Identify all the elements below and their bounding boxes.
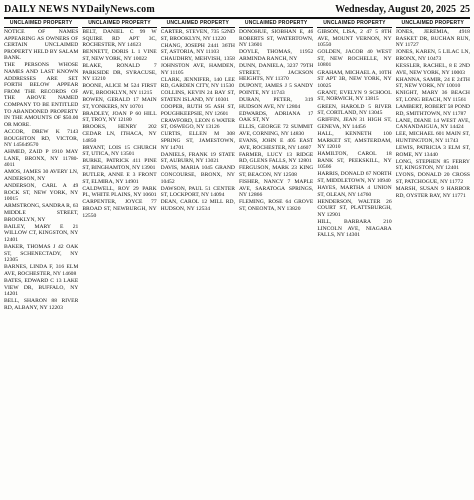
page-number: 25 xyxy=(460,4,470,15)
list-item: BOONE, ALICE M 524 FIRST AVE, BROOKLYN, NY 11215 xyxy=(82,83,157,96)
entry-list xyxy=(82,29,156,219)
publication-name: DAILY NEWS NYDailyNews.com xyxy=(4,4,155,15)
list-item: DONOHUE, SIOBHAN E, 46 ROBERTS ST, WATERTOWN, NY 13601 xyxy=(238,29,314,49)
list-item: DURAN, PETER, 319 HUDSON AVE, NY 12804 xyxy=(238,96,314,110)
list-item: KESSLER, RACHEL, 8 E 2ND AVE, NEW YORK, NY 10003 xyxy=(395,62,470,76)
column-heading: UNCLAIMED PROPERTY xyxy=(239,20,313,28)
notice-column xyxy=(82,20,156,500)
list-item: BELT, DANIEL C 99 W SQUIRE RD APT 3C, ROCHESTER, NY 14623 xyxy=(82,29,157,49)
list-item: HALL, KENNETH 100 MARKET ST, AMSTERDAM, NY 12010 xyxy=(317,130,392,151)
list-item: LEWIS, PATRICIA 3 ELM ST, ROME, NY 13440 xyxy=(395,145,470,158)
masthead-right xyxy=(335,4,470,15)
list-item: BARNES, LINDA F, 316 ELM AVE, ROCHESTER, NY 14608 xyxy=(4,264,79,277)
list-item: BAKER, THOMAS J 42 OAK ST, SCHENECTADY, NY 12305 xyxy=(4,244,79,264)
masthead-rule xyxy=(4,17,470,19)
list-item: ANDERSON, CARL A 49 ROCK ST, NEW YORK, NY 10015 xyxy=(4,183,79,203)
list-item: AMOS, JAMES 30 AVERY LN, ANDERSON, NY xyxy=(4,169,79,183)
list-item: BURKE, PATRICK 411 PINE ST, BINGHAMTON, NY 13901 xyxy=(82,158,157,171)
column-heading: UNCLAIMED PROPERTY xyxy=(4,20,78,28)
notice-column xyxy=(239,20,313,500)
issue-date: Wednesday, August 20, 2025 xyxy=(335,4,456,15)
list-item: CURTIS, ELLEN M 308 SPRING ST, JAMESTOWN, NY 14701 xyxy=(160,131,235,151)
list-item: THE PERSONS WHOSE NAMES AND LAST KNOWN ADDRESSES ARE SET FORTH BELOW APPEAR FROM THE RECORDS OF THE ABOVE NAMED COMPANY TO BE ENTITLED TO ABANDONED PROPERTY IN THE AMOUNTS OF $50.00 OR MORE. xyxy=(4,62,79,128)
list-item: KNIGHT, MARY 36 BEACH ST, LONG BEACH, NY 11561 xyxy=(395,90,470,103)
list-item: BRADLEY, JOAN P 60 HILL ST, TROY, NY 12180 xyxy=(82,110,157,124)
list-item: GRAHAM, MICHAEL A, 10TH ST APT 3B, NEW YORK, NY 10025 xyxy=(317,69,392,89)
list-item: BATES, EDWARD C 13 LAKE VIEW DR, BUFFALO, NY 14201 xyxy=(4,277,79,298)
list-item: HARRIS, DONALD 67 NORTH ST, MIDDLETOWN, NY 10940 xyxy=(317,171,392,185)
list-item: KHANNA, SAMIR, 24 E 24TH ST, NEW YORK, NY 10010 xyxy=(395,76,470,90)
list-item: CHAUDHRY, MEHVISH, 1358 JOHNSTON AVE, HAMDEN, NY 11105 xyxy=(160,56,235,76)
list-item: BOWEN, GERALD 17 MAIN ST, YONKERS, NY 10701 xyxy=(82,96,157,110)
list-item: LONG, STEPHEN 85 FERRY ST, KINGSTON, NY 12401 xyxy=(395,158,470,172)
entry-list xyxy=(4,29,78,311)
entry-list xyxy=(396,29,470,199)
notice-columns xyxy=(4,20,470,500)
list-item: CLARK, JENNIFER, 140 LEE RD, GARDEN CITY, NY 11530 xyxy=(160,76,235,90)
list-item: BROOKS, HENRY 202 CEDAR LN, ITHACA, NY 14850 xyxy=(82,124,157,144)
list-item: ARMSTRONG, SANDRA R, 63 MIDDLE STREET, BROOKLYN, NY xyxy=(4,203,79,223)
list-item: HENDERSON, WALTER 26 COURT ST, PLATTSBURGH, NY 12901 xyxy=(317,198,392,219)
entry-list xyxy=(317,29,391,239)
column-heading: UNCLAIMED PROPERTY xyxy=(396,20,470,28)
list-item: ELLIS, GEORGE 72 SUMMIT AVE, CORNING, NY 14830 xyxy=(238,124,314,137)
list-item: CRAWFORD, LEON 6 WATER ST, OSWEGO, NY 13126 xyxy=(160,117,235,131)
list-item: FLEMING, ROSE 64 GROVE ST, ONEONTA, NY 13820 xyxy=(238,199,314,212)
list-item: EDWARDS, ADRIANA 17 OAK ST, NY xyxy=(238,110,314,124)
list-item: GIBSON, LISA, 2 47 5 8TH AVE, MOUNT VERNON, NY 10550 xyxy=(317,29,392,49)
list-item: DAVIS, MARIA 1045 GRAND CONCOURSE, BRONX, NY 10452 xyxy=(160,165,235,185)
list-item: DUNN, DANIELA, 3237 79TH STREET, JACKSON HEIGHTS, NY 11370 xyxy=(238,62,314,83)
list-item: FARMER, LUCY 13 RIDGE RD, GLENS FALLS, NY 12801 xyxy=(238,151,314,165)
list-item: GREEN, HAROLD 5 RIVER ST, CORTLAND, NY 13045 xyxy=(317,103,392,117)
list-item: DEAN, CAROL 12 MILL RD, HUDSON, NY 12534 xyxy=(160,199,235,212)
list-item: BENNETT, DORIS L 1 VINE ST, NEW YORK, NY 10022 xyxy=(82,49,157,62)
list-item: BRYANT, LOIS 15 CHURCH ST, UTICA, NY 13501 xyxy=(82,144,157,158)
entry-list xyxy=(161,29,235,213)
list-item: CHANG, JOSEPH 2441 36TH ST, ASTORIA, NY 11103 xyxy=(160,42,235,56)
list-item: HILL, BARBARA 210 LINCOLN AVE, NIAGARA FALLS, NY 14301 xyxy=(317,219,392,239)
list-item: DANIELS, FRANK 19 STATE ST, AUBURN, NY 13021 xyxy=(160,151,235,165)
list-item: CARTER, STEVEN, 735 52ND ST, BROOKLYN, NY 11220 xyxy=(160,29,235,42)
masthead xyxy=(4,4,470,16)
column-heading: UNCLAIMED PROPERTY xyxy=(317,20,391,28)
list-item: ACCOR, DREW K 7143 BOUGHTON RD, VICTOR, NY 145649570 xyxy=(4,128,79,149)
list-item: BUTLER, ANNE E 3 FRONT ST, ELMIRA, NY 14901 xyxy=(82,171,157,185)
list-item: JONES, KAREN, 5 LILAC LN, BRONX, NY 10473 xyxy=(395,49,470,62)
list-item: GOLDEN, JACOB 40 WEST ST, NEW ROCHELLE, NY 10801 xyxy=(317,49,392,69)
list-item: AHMED, ZAID P 1910 MAY LANE, BRONX, NY 11780-4011 xyxy=(4,149,79,169)
list-item: HAMILTON, CAROL 18 BANK ST, PEEKSKILL, NY 10566 xyxy=(317,151,392,171)
list-item: DUPONT, JAMES J 5 SANDY POINTE, NY 11743 xyxy=(238,83,314,96)
list-item: CALDWELL, ROY 29 PARK PL, WHITE PLAINS, NY 10601 xyxy=(82,185,157,199)
list-item: MARSH, SUSAN 9 HARBOR RD, OYSTER BAY, NY 11771 xyxy=(395,186,470,199)
list-item: DOYLE, THOMAS, 11952 ARMINDA RANCH, NY xyxy=(238,49,314,62)
list-item: BELL, SHARON 88 RIVER RD, ALBANY, NY 12203 xyxy=(4,298,79,311)
notice-column xyxy=(396,20,470,500)
column-heading: UNCLAIMED PROPERTY xyxy=(161,20,235,28)
list-item: COLLINS, KEVIN 24 BAY ST, STATEN ISLAND, NY 10301 xyxy=(160,90,235,103)
list-item: LYONS, DONALD 20 CROSS ST, PATCHOGUE, NY 11772 xyxy=(395,172,470,186)
list-item: CARPENTER, JOYCE 77 BROAD ST, NEWBURGH, NY 12550 xyxy=(82,199,157,219)
notice-column xyxy=(4,20,78,500)
list-item: JONES, JEREMIA, 4918 BASKET DR, BUCHAN RUN, NY 11727 xyxy=(395,29,470,49)
entry-list xyxy=(239,29,313,213)
list-item: HAYES, MARTHA 4 UNION ST, OLEAN, NY 14760 xyxy=(317,185,392,198)
list-item: BLAKE, RONALD 7 PARKSIDE DR, SYRACUSE, NY 13210 xyxy=(82,62,157,83)
list-item: FISHER, NANCY 7 MAPLE AVE, SARATOGA SPRINGS, NY 12866 xyxy=(238,179,314,199)
list-item: LANE, DIANE 14 WEST AVE, CANANDAIGUA, NY 14424 xyxy=(395,117,470,131)
column-heading: UNCLAIMED PROPERTY xyxy=(82,20,156,28)
list-item: LEE, MICHAEL 601 MAIN ST, HUNTINGTON, NY 11743 xyxy=(395,131,470,144)
notice-column xyxy=(161,20,235,500)
list-item: FERGUSON, MARK 23 KING ST, BEACON, NY 12508 xyxy=(238,165,314,178)
list-item: COOPER, RUTH 95 ASH ST, POUGHKEEPSIE, NY 12601 xyxy=(160,104,235,117)
list-item: DAWSON, PAUL 51 CENTER ST, LOCKPORT, NY 14094 xyxy=(160,185,235,199)
list-item: LAMBERT, ROBERT 58 POND RD, SMITHTOWN, NY 11787 xyxy=(395,104,470,117)
list-item: BAILEY, MARY E 21 WILLOW CT, KINGSTON, NY 12401 xyxy=(4,223,79,243)
list-item: GRIFFIN, JEAN 31 HIGH ST, GENEVA, NY 14456 xyxy=(317,117,392,130)
list-item: EVANS, JOHN E 405 EAST AVE, ROCHESTER, NY 14607 xyxy=(238,138,314,151)
list-item: NOTICE OF NAMES APPEARING AS OWNERS OF CERTAIN UNCLAIMED PROPERTY HELD BY SALAM BANK. xyxy=(4,29,79,62)
notice-column xyxy=(317,20,391,500)
list-item: GRANT, EVELYN 9 SCHOOL ST, NORWICH, NY 13815 xyxy=(317,89,392,103)
